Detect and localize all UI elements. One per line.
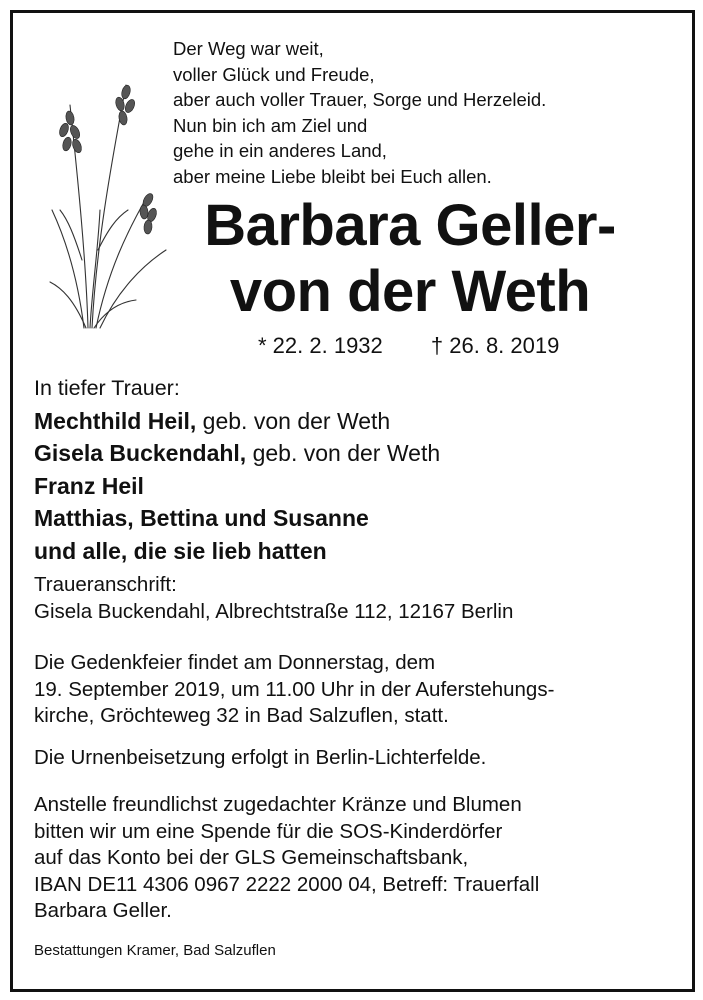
burial-info (34, 745, 486, 772)
mourner-entry (34, 470, 440, 503)
mourner-name: Franz Heil (34, 472, 144, 499)
donation-line: IBAN DE11 4306 0967 2222 2000 04, Betreff: Trauerfall (34, 872, 540, 896)
mourners-intro: In tiefer Trauer: (34, 376, 180, 400)
deceased-name (150, 193, 670, 325)
poem-line: voller Glück und Freude, (173, 63, 375, 85)
poem-line: gehe in ein anderes Land, (173, 140, 387, 161)
ceremony-line: Die Gedenkfeier findet am Donnerstag, dem (34, 651, 436, 674)
mourner-entry (34, 502, 440, 535)
mourner-suffix: geb. von der Weth (246, 440, 441, 466)
poem-line: Der Weg war weit, (173, 38, 324, 59)
poem-line: Nun bin ich am Ziel und (173, 114, 368, 136)
poem-line: aber meine Liebe bleibt bei Euch allen. (173, 165, 492, 187)
mourner-entry (34, 535, 440, 568)
mourner-name: und alle, die sie lieb hatten (34, 537, 327, 564)
mourners-list (34, 372, 440, 567)
donation-line: Barbara Geller. (34, 899, 172, 922)
memorial-poem (173, 36, 546, 189)
mourning-address (34, 572, 513, 625)
mourner-name: Matthias, Bettina und Susanne (34, 505, 369, 531)
poem-line: aber auch voller Trauer, Sorge und Herzeleid. (173, 89, 547, 110)
donation-info (34, 792, 539, 925)
mourner-entry (34, 437, 440, 470)
ceremony-line: 19. September 2019, um 11.00 Uhr in der Auferstehungs- (34, 677, 555, 701)
address-label: Traueranschrift: (34, 573, 177, 596)
life-dates (258, 333, 559, 359)
burial-line: Die Urnenbeisetzung erfolgt in Berlin-Lichterfelde. (34, 746, 487, 769)
donation-line: auf das Konto bei der GLS Gemeinschaftsbank, (34, 846, 469, 869)
donation-line: bitten wir um eine Spende für die SOS-Kinderdörfer (34, 819, 503, 843)
address-text: Gisela Buckendahl, Albrechtstraße 112, 12167 Berlin (34, 599, 514, 623)
ceremony-line: kirche, Gröchteweg 32 in Bad Salzuflen, statt. (34, 704, 449, 727)
funeral-home: Bestattungen Kramer, Bad Salzuflen (34, 942, 276, 959)
mourner-entry (34, 405, 440, 438)
name-line-2: von der Weth (229, 259, 591, 324)
birth-date: * 22. 2. 1932 (258, 333, 383, 358)
mourner-suffix: geb. von der Weth (196, 407, 391, 434)
donation-line: Anstelle freundlichst zugedachter Kränze und Blumen (34, 793, 522, 816)
death-date: † 26. 8. 2019 (430, 333, 560, 358)
mourner-name: Mechthild Heil, (34, 407, 197, 434)
ceremony-info (34, 650, 554, 730)
mourner-name: Gisela Buckendahl, (34, 440, 247, 466)
name-line-1: Barbara Geller- (204, 193, 616, 258)
